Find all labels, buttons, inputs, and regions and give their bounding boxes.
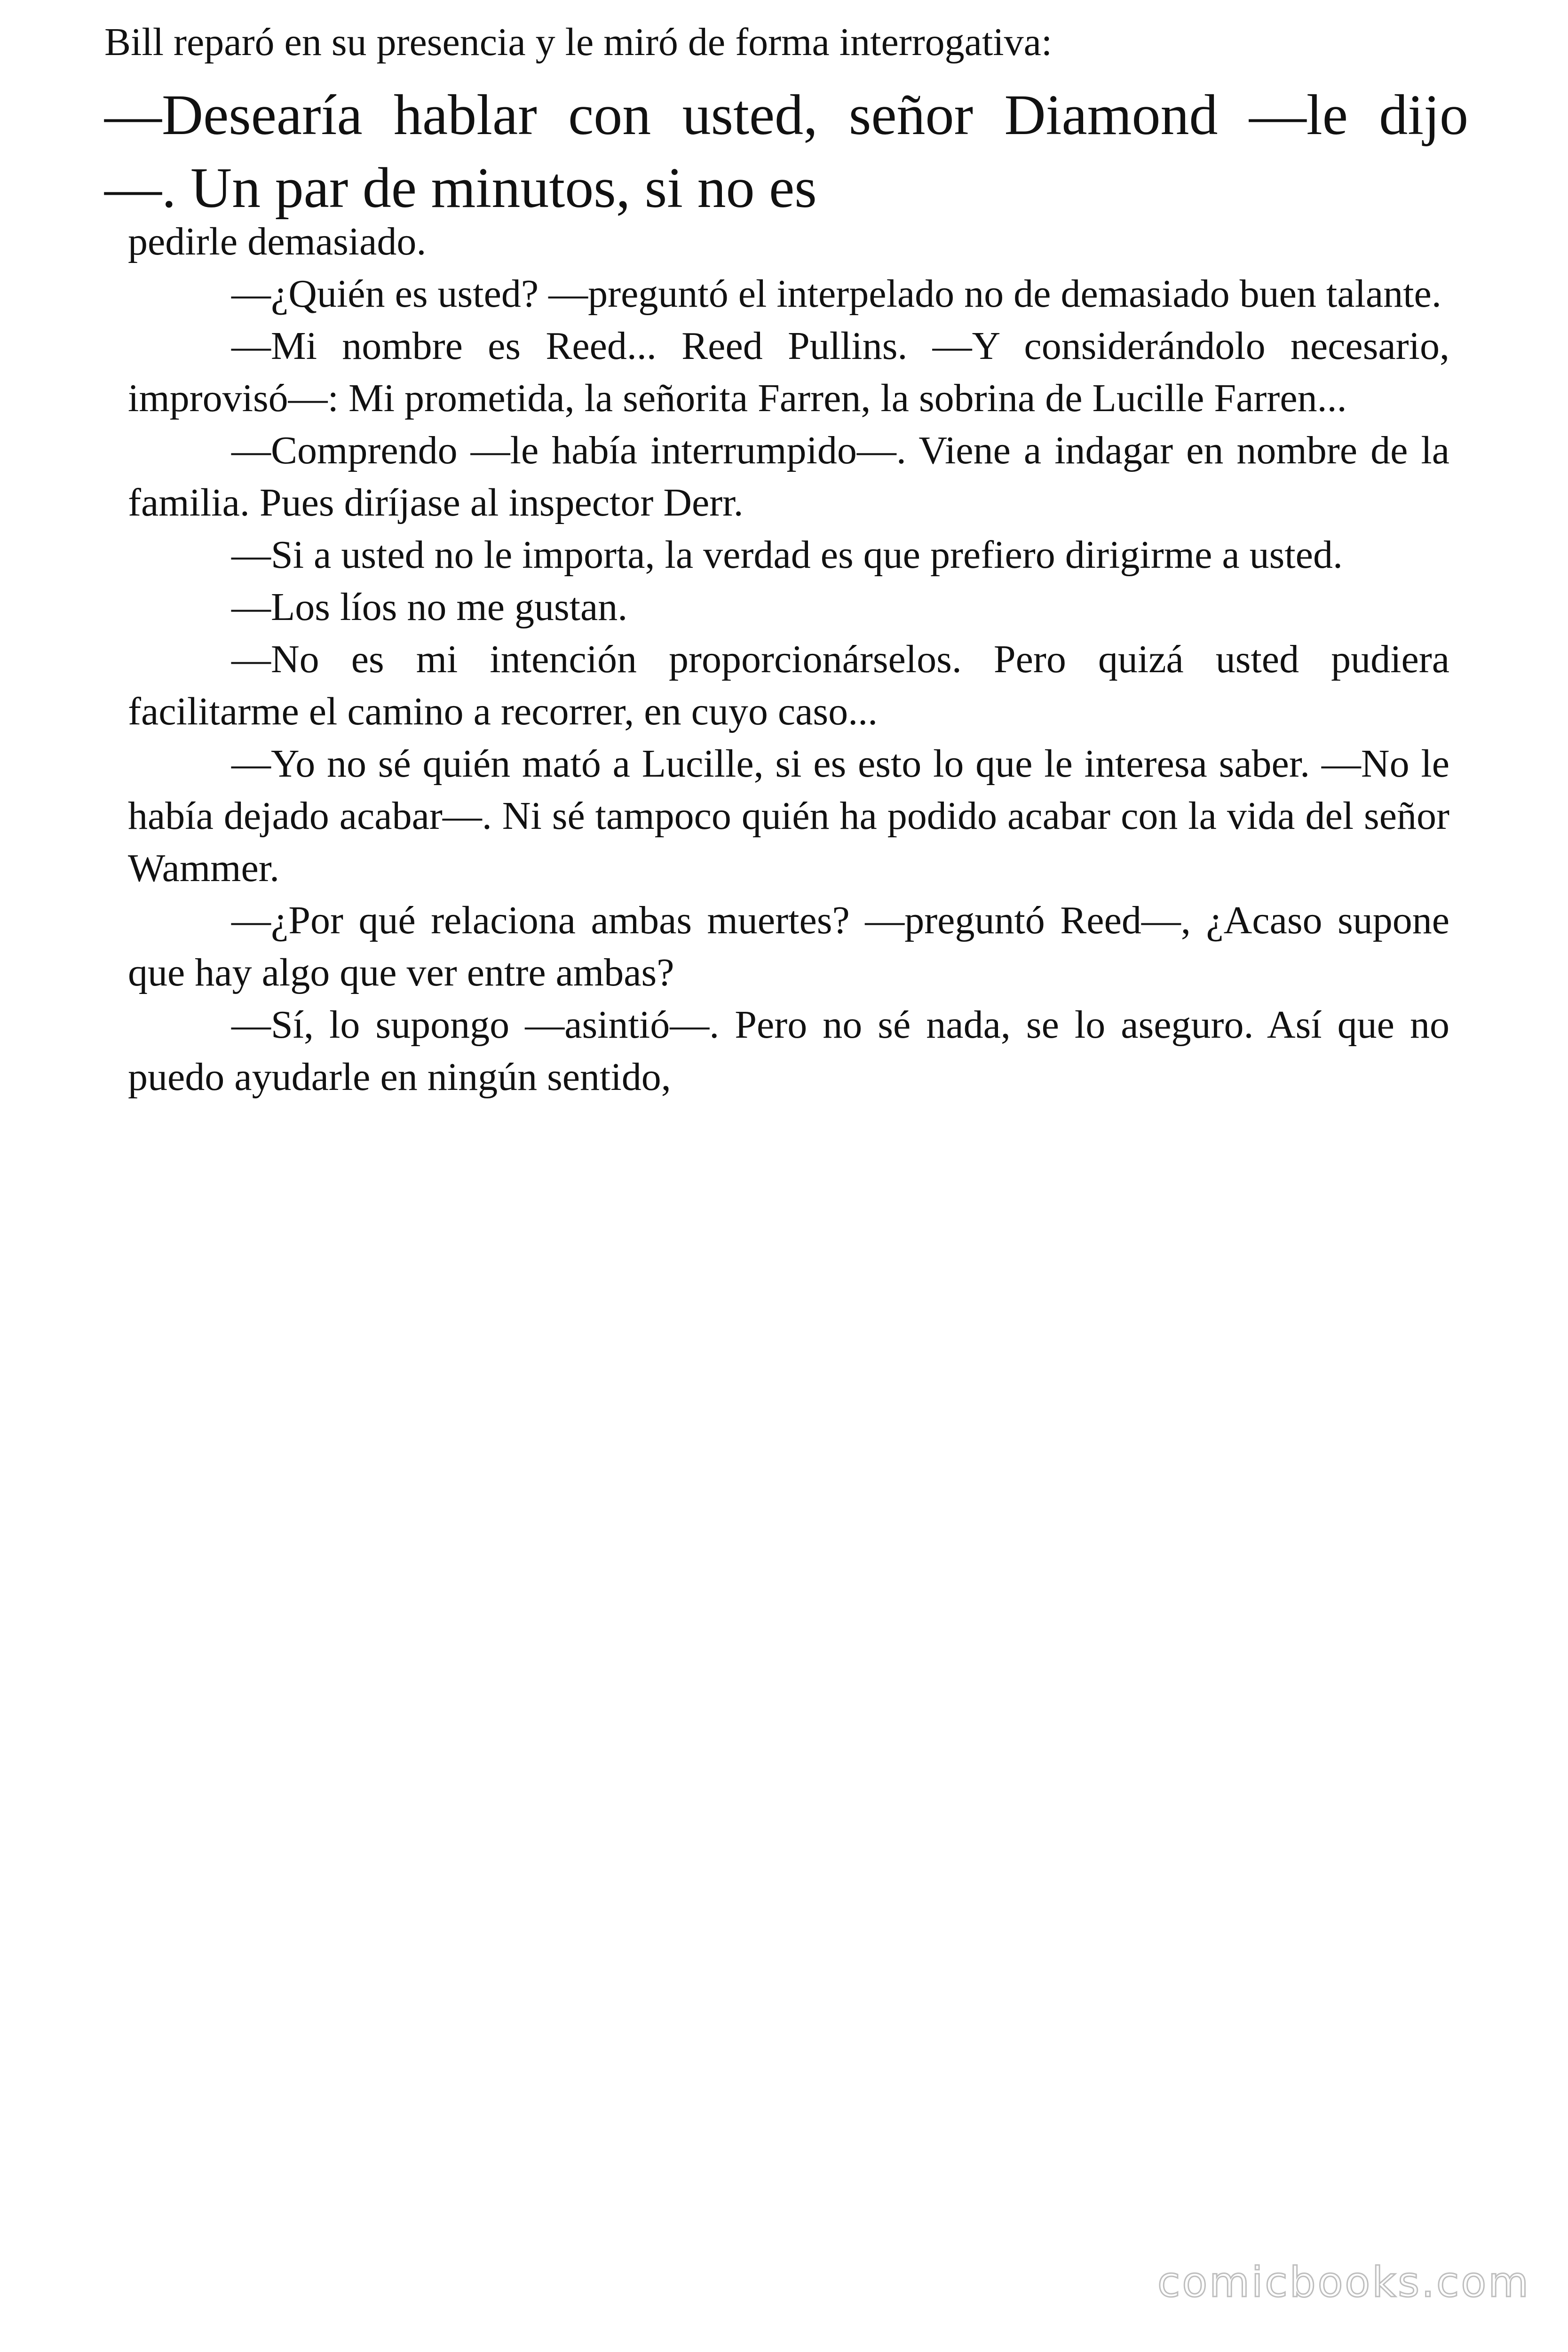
large-text-line-2: —. Un par de minutos, si no es bbox=[104, 156, 817, 220]
paragraph: —Los líos no me gustan. bbox=[231, 585, 628, 629]
paragraph: —Si a usted no le importa, la verdad es que prefiero dirigirme a usted. bbox=[231, 533, 1343, 577]
watermark-logo: comicbooks.com bbox=[1157, 2258, 1530, 2306]
paragraph: —¿Por qué relaciona ambas muertes? —preguntó Reed—, ¿Acaso supone que hay algo que ver entre ambas? bbox=[128, 898, 1449, 994]
paragraph: —Comprendo —le había interrumpido—. Viene a indagar en nombre de la familia. Pues diríjase al inspector Derr. bbox=[128, 429, 1449, 524]
paragraph: pedirle demasiado. bbox=[128, 220, 427, 263]
intro-line: Bill reparó en su presencia y le miró de forma interrogativa: bbox=[104, 20, 1053, 64]
large-text-line-1: —Desearía hablar con usted, señor Diamond —le dijo bbox=[104, 83, 1468, 147]
body-text bbox=[128, 215, 1449, 1103]
paragraph: —Yo no sé quién mató a Lucille, si es esto lo que le interesa saber. —No le había dejado acabar—. Ni sé tampoco quién ha podido acabar con la vida del señor Wammer. bbox=[128, 742, 1449, 890]
paragraph: —¿Quién es usted? —preguntó el interpelado no de demasiado buen talante. bbox=[231, 272, 1441, 316]
paragraph: —Mi nombre es Reed... Reed Pullins. —Y considerándolo necesario, improvisó—: Mi prometida, la señorita Farren, la sobrina de Lucille Farren... bbox=[128, 324, 1449, 420]
paragraph: —No es mi intención proporcionárselos. Pero quizá usted pudiera facilitarme el camino a recorrer, en cuyo caso... bbox=[128, 637, 1449, 733]
paragraph: —Sí, lo supongo —asintió—. Pero no sé nada, se lo aseguro. Así que no puedo ayudarle en ningún sentido, bbox=[128, 1003, 1449, 1099]
